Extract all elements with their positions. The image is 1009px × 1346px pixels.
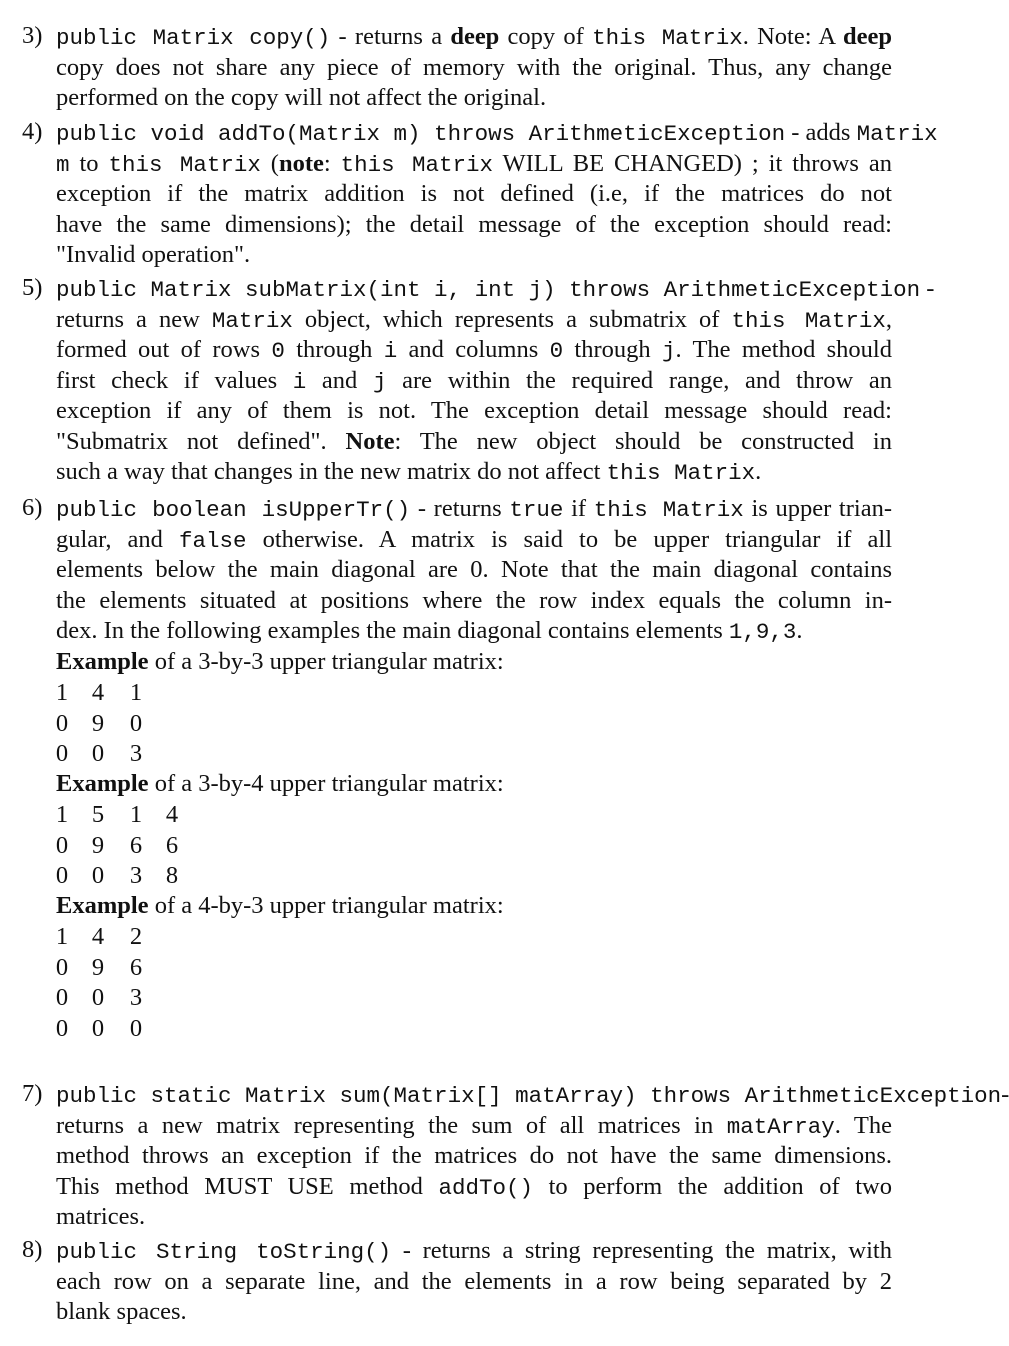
code-text: public Matrix subMatrix(int i, int j) throws ArithmeticException — [56, 277, 921, 303]
text-run: such a way that changes in the new matrix do not affect — [56, 458, 607, 485]
text-run: . The method should — [675, 336, 892, 363]
text-run: . — [755, 458, 762, 485]
matrix-cell: 4 — [165, 801, 179, 828]
text-run: through — [563, 336, 662, 363]
text-run: : — [323, 149, 341, 177]
text-run: copy does not share any piece of memory with the original. Thus, any change — [56, 53, 892, 81]
matrix-cell: 0 — [55, 953, 69, 981]
code-text: this Matrix — [593, 497, 744, 523]
text-line — [56, 1202, 145, 1232]
text-run: elements below the main diagonal are 0. Note that the main diagonal contains — [56, 556, 892, 583]
code-text: i — [292, 368, 307, 395]
text-run: of a 3-by-3 upper triangular matrix: — [148, 647, 504, 675]
text-run: . The — [834, 1111, 892, 1139]
matrix-cell: 9 — [91, 831, 105, 859]
text-run: - — [1001, 1081, 1009, 1108]
text-run: WILL BE CHANGED) ; it throws an — [493, 149, 893, 177]
text-run: method throws an exception if the matrices do not have the same dimensions. — [56, 1142, 892, 1169]
matrix-cell: 3 — [129, 740, 143, 767]
text-line — [56, 616, 803, 647]
matrix-cell: 0 — [55, 984, 69, 1011]
text-line — [56, 396, 892, 426]
matrix-cell: 0 — [55, 709, 69, 737]
text-line — [56, 427, 892, 457]
text-run: to perform the addition of two — [533, 1172, 892, 1200]
text-run: - adds — [785, 119, 857, 146]
item-number: 5) — [22, 274, 43, 301]
text-run: - returns a string representing the matrix, with — [391, 1237, 892, 1264]
text-line — [56, 335, 892, 366]
text-line — [56, 1267, 892, 1297]
text-run: . — [796, 617, 803, 644]
code-text: 0 — [549, 338, 564, 364]
text-run: - returns — [410, 495, 510, 522]
text-run: is upper trian- — [743, 495, 892, 522]
item-number: 7) — [22, 1080, 43, 1107]
matrix-cell: 0 — [55, 862, 69, 889]
text-run: - — [920, 275, 935, 302]
matrix-cell: 5 — [91, 801, 105, 828]
text-run: of a 4-by-3 upper triangular matrix: — [148, 891, 504, 919]
text-run: matrices. — [56, 1203, 146, 1230]
code-text: i — [383, 338, 398, 364]
text-run: object, which represents a submatrix of — [292, 305, 732, 333]
text-line — [56, 1236, 892, 1267]
text-run: ( — [260, 149, 279, 177]
text-run: returns a new matrix representing the sum of all matrices in — [56, 1111, 727, 1139]
text-run: blank spaces. — [56, 1298, 187, 1325]
code-text: this Matrix — [340, 151, 494, 178]
bold-text: Example — [56, 891, 149, 919]
text-run: . Note: A — [742, 23, 843, 50]
matrix-cell: 6 — [165, 831, 179, 859]
bold-text: deep — [450, 23, 500, 50]
text-line — [56, 525, 892, 556]
text-line — [56, 274, 934, 305]
text-run: returns a new — [56, 305, 212, 333]
text-line — [56, 1297, 187, 1327]
text-line — [56, 555, 892, 585]
matrix-cell: 8 — [165, 862, 179, 889]
text-run: and — [306, 366, 373, 394]
text-run: through — [284, 336, 384, 363]
text-run: and columns — [397, 336, 550, 363]
bold-text: deep — [843, 23, 892, 50]
code-text: public static Matrix sum(Matrix[] matArray) throws ArithmeticException — [56, 1083, 1002, 1109]
text-line — [56, 1141, 892, 1171]
text-line — [56, 647, 504, 677]
text-run: : The new object should be constructed in — [394, 427, 892, 455]
bold-text: Example — [56, 769, 149, 797]
text-run: of a 3-by-4 upper triangular matrix: — [148, 769, 504, 797]
matrix-cell: 4 — [91, 923, 105, 950]
text-line — [56, 83, 546, 113]
text-line — [56, 118, 938, 149]
matrix-cell: 0 — [55, 740, 69, 767]
matrix-cell: 0 — [91, 1014, 105, 1042]
matrix-cell: 0 — [91, 984, 105, 1011]
code-text: Matrix — [856, 121, 938, 147]
text-line — [56, 179, 892, 209]
text-run: "Invalid operation". — [56, 241, 251, 268]
text-run: have the same dimensions); the detail message of the exception should read: — [56, 210, 892, 238]
text-run: to — [69, 149, 109, 177]
text-line — [56, 240, 250, 270]
code-text: this Matrix — [108, 151, 261, 178]
text-line — [56, 366, 892, 397]
text-run: This method MUST USE method — [56, 1172, 439, 1200]
matrix-cell: 0 — [55, 831, 69, 859]
text-line — [56, 149, 892, 180]
matrix-cell: 6 — [129, 831, 143, 859]
text-run: otherwise. A matrix is said to be upper triangular if all — [246, 525, 893, 553]
example-caption — [56, 891, 504, 921]
matrix-cell: 0 — [91, 862, 105, 889]
code-text: 0 — [271, 338, 285, 364]
code-text: true — [509, 497, 564, 523]
bold-text: Example — [56, 647, 149, 675]
text-run: if — [563, 495, 594, 522]
matrix-cell: 0 — [129, 709, 143, 737]
code-text: this Matrix — [592, 25, 743, 51]
example-caption — [56, 769, 504, 799]
matrix-cell: 1 — [55, 679, 69, 706]
text-line — [56, 1172, 892, 1203]
matrix-cell: 1 — [129, 801, 143, 828]
text-line — [56, 305, 892, 336]
code-text: public void addTo(Matrix m) throws ArithmeticException — [56, 121, 786, 147]
matrix-cell: 9 — [91, 953, 105, 981]
text-run: gular, and — [56, 525, 179, 553]
matrix-cell: 3 — [129, 862, 143, 889]
text-run: performed on the copy will not affect the original. — [56, 84, 547, 111]
text-run: first check if values — [56, 366, 293, 394]
item-number: 6) — [22, 494, 43, 521]
item-number: 3) — [22, 22, 43, 49]
text-line — [56, 1111, 892, 1142]
text-line — [56, 210, 892, 240]
text-run: formed out of rows — [56, 336, 272, 363]
code-text: matArray — [726, 1113, 835, 1140]
code-text: Matrix — [211, 307, 293, 334]
item-number: 8) — [22, 1236, 43, 1263]
matrix-cell: 0 — [91, 740, 105, 767]
code-text: j — [372, 368, 387, 395]
text-line — [56, 586, 892, 616]
bold-text: Note — [345, 427, 395, 455]
code-text: public String toString() — [56, 1239, 392, 1265]
matrix-cell: 1 — [55, 801, 69, 828]
text-line — [56, 1080, 1009, 1111]
text-run: the elements situated at positions where the row index equals the column in- — [56, 586, 892, 614]
matrix-cell: 0 — [129, 1014, 143, 1042]
matrix-cell: 3 — [129, 984, 143, 1011]
code-text: public boolean isUpperTr() — [56, 497, 411, 523]
bold-text: note — [278, 149, 324, 177]
matrix-cell: 9 — [91, 709, 105, 737]
matrix-cell: 0 — [55, 1014, 69, 1042]
code-text: this Matrix — [731, 307, 886, 334]
text-run: each row on a separate line, and the elements in a row being separated by 2 — [56, 1267, 892, 1295]
text-run: copy of — [499, 23, 593, 50]
text-line — [56, 494, 892, 525]
code-text: this Matrix — [606, 460, 756, 486]
code-text: public Matrix copy() — [56, 25, 331, 51]
text-line — [56, 22, 892, 53]
code-text: 1,9,3 — [728, 619, 797, 645]
code-text: addTo() — [438, 1174, 533, 1201]
text-line — [56, 53, 892, 83]
text-line — [56, 457, 761, 488]
matrix-cell: 1 — [129, 679, 143, 706]
matrix-cell: 4 — [91, 679, 105, 706]
code-text: j — [661, 338, 676, 364]
code-text: m — [56, 151, 70, 178]
matrix-cell: 6 — [129, 953, 143, 981]
text-run: exception if the matrix addition is not defined (i.e, if the matrices do not — [56, 180, 892, 207]
code-text: false — [179, 527, 247, 554]
text-run: are within the required range, and throw an — [386, 366, 892, 394]
text-run: exception if any of them is not. The exception detail message should read: — [56, 397, 892, 424]
matrix-cell: 1 — [55, 923, 69, 950]
text-run: - returns a — [330, 23, 451, 50]
item-number: 4) — [22, 118, 43, 145]
text-run: "Submatrix not defined". — [56, 427, 346, 455]
text-run: , — [885, 305, 893, 333]
text-run: dex. In the following examples the main diagonal contains elements — [56, 617, 729, 644]
matrix-cell: 2 — [129, 923, 143, 950]
